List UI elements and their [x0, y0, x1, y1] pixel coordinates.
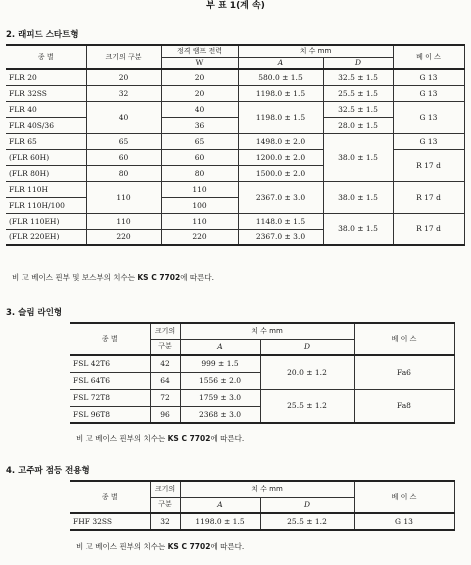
section-4-note: [76, 542, 244, 552]
col-header-d: D: [323, 57, 393, 69]
table-cell: G 13: [393, 69, 464, 85]
rapid-start-table: [6, 44, 465, 246]
table-cell: R 17 d: [393, 181, 464, 213]
table-cell: 42: [150, 355, 180, 372]
col-header-type: 종 별: [70, 481, 150, 513]
table-cell: 38.0 ± 1.5: [323, 181, 393, 213]
table-cell: 1498.0 ± 2.0: [238, 133, 323, 149]
col-header-power-unit: W: [161, 57, 238, 69]
high-frequency-table: [70, 480, 455, 531]
table-cell: 96: [150, 406, 180, 423]
table-cell: 72: [150, 389, 180, 406]
col-header-dimensions: 치 수 mm: [180, 323, 354, 339]
table-cell: 220: [161, 229, 238, 245]
table-cell: G 13: [393, 133, 464, 149]
table-cell: FLR 40S/36: [6, 117, 86, 133]
note-standard: KS C 7702: [137, 273, 181, 282]
table-cell: 60: [161, 149, 238, 165]
table-cell: 65: [161, 133, 238, 149]
table-cell: 110: [161, 213, 238, 229]
table-cell: 100: [161, 197, 238, 213]
table-cell: (FLR 110EH): [6, 213, 86, 229]
table-cell: 80: [161, 165, 238, 181]
table-cell: 40: [86, 101, 161, 133]
table-cell: G 13: [393, 101, 464, 133]
col-header-size: 크기의: [150, 323, 180, 339]
col-header-d: D: [260, 339, 354, 355]
section-3-note: [76, 434, 244, 444]
note-text: 비 고 베이스 핀부의 치수는: [76, 434, 168, 443]
table-cell: 20.0 ± 1.2: [260, 355, 354, 389]
table-cell: G 13: [354, 513, 454, 530]
table-cell: 1759 ± 3.0: [180, 389, 260, 406]
table-cell: 220: [86, 229, 161, 245]
section-4-title: 4. 고주파 점등 전용형: [6, 466, 90, 476]
col-header-base: 베 이 스: [393, 45, 464, 69]
col-header-type: 종 별: [6, 45, 86, 69]
note-text-end: 에 따른다.: [210, 434, 245, 443]
col-header-dimensions: 치 수 mm: [180, 481, 354, 497]
page-title: 부 표 1(계 속): [206, 1, 265, 11]
col-header-size: 크기의: [150, 481, 180, 497]
table-cell: (FLR 220EH): [6, 229, 86, 245]
table-cell: 2367.0 ± 3.0: [238, 181, 323, 213]
table-cell: 32: [86, 85, 161, 101]
table-cell: 20: [161, 69, 238, 85]
table-cell: 110: [86, 181, 161, 213]
table-cell: 2368 ± 3.0: [180, 406, 260, 423]
table-cell: FLR 40: [6, 101, 86, 117]
table-cell: FSL 42T6: [70, 355, 150, 372]
table-cell: 1556 ± 2.0: [180, 372, 260, 389]
table-cell: 36: [161, 117, 238, 133]
note-standard: KS C 7702: [167, 434, 211, 443]
section-2-note: [12, 273, 214, 283]
table-cell: 38.0 ± 1.5: [323, 213, 393, 245]
col-header-base: 베 이 스: [354, 481, 454, 513]
table-cell: 32.5 ± 1.5: [323, 69, 393, 85]
table-cell: 999 ± 1.5: [180, 355, 260, 372]
table-cell: 32: [150, 513, 180, 530]
table-cell: 65: [86, 133, 161, 149]
table-cell: 20: [86, 69, 161, 85]
col-header-a: A: [180, 339, 260, 355]
table-cell: Fa8: [354, 389, 454, 423]
col-header-size: 크기의 구분: [86, 45, 161, 69]
col-header-size-2: 구분: [150, 497, 180, 513]
note-text: 비 고 베이스 핀부의 치수는: [76, 542, 168, 551]
table-cell: 110: [86, 213, 161, 229]
table-cell: 1198.0 ± 1.5: [180, 513, 260, 530]
table-cell: R 17 d: [393, 149, 464, 181]
table-cell: 1200.0 ± 2.0: [238, 149, 323, 165]
table-cell: FSL 96T8: [70, 406, 150, 423]
col-header-size-2: 구분: [150, 339, 180, 355]
table-cell: (FLR 80H): [6, 165, 86, 181]
table-cell: G 13: [393, 85, 464, 101]
table-cell: 1198.0 ± 1.5: [238, 85, 323, 101]
col-header-type: 종 별: [70, 323, 150, 355]
slim-line-table: [70, 322, 455, 424]
note-text-end: 에 따른다.: [210, 542, 245, 551]
table-cell: 1148.0 ± 1.5: [238, 213, 323, 229]
table-cell: 28.0 ± 1.5: [323, 117, 393, 133]
table-cell: FLR 110H: [6, 181, 86, 197]
note-text-end: 에 따른다.: [180, 273, 214, 282]
col-header-a: A: [238, 57, 323, 69]
table-cell: 64: [150, 372, 180, 389]
section-3-title: 3. 슬림 라인형: [6, 308, 63, 318]
col-header-d: D: [260, 497, 354, 513]
table-cell: 60: [86, 149, 161, 165]
col-header-dimensions: 치 수 mm: [238, 45, 393, 57]
col-header-power: 정격 램프 전력: [161, 45, 238, 57]
col-header-a: A: [180, 497, 260, 513]
table-cell: 1198.0 ± 1.5: [238, 101, 323, 133]
table-cell: 38.0 ± 1.5: [323, 133, 393, 181]
table-cell: 1500.0 ± 2.0: [238, 165, 323, 181]
table-cell: FLR 32SS: [6, 85, 86, 101]
table-cell: FLR 65: [6, 133, 86, 149]
table-cell: 580.0 ± 1.5: [238, 69, 323, 85]
table-cell: 32.5 ± 1.5: [323, 101, 393, 117]
table-cell: FSL 72T8: [70, 389, 150, 406]
table-cell: (FLR 60H): [6, 149, 86, 165]
col-header-base: 베 이 스: [354, 323, 454, 355]
section-2-title: 2. 래피드 스타트형: [6, 30, 79, 40]
table-cell: 20: [161, 85, 238, 101]
table-cell: 2367.0 ± 3.0: [238, 229, 323, 245]
table-cell: 25.5 ± 1.2: [260, 513, 354, 530]
table-cell: R 17 d: [393, 213, 464, 245]
table-cell: FSL 64T6: [70, 372, 150, 389]
note-standard: KS C 7702: [167, 542, 211, 551]
table-cell: FLR 110H/100: [6, 197, 86, 213]
table-cell: 25.5 ± 1.5: [323, 85, 393, 101]
table-cell: 80: [86, 165, 161, 181]
table-cell: FHF 32SS: [70, 513, 150, 530]
table-cell: 25.5 ± 1.2: [260, 389, 354, 423]
table-cell: 40: [161, 101, 238, 117]
note-text: 비 고 베이스 핀부 및 보스부의 치수는: [12, 273, 138, 282]
table-cell: FLR 20: [6, 69, 86, 85]
table-cell: 110: [161, 181, 238, 197]
table-cell: Fa6: [354, 355, 454, 389]
